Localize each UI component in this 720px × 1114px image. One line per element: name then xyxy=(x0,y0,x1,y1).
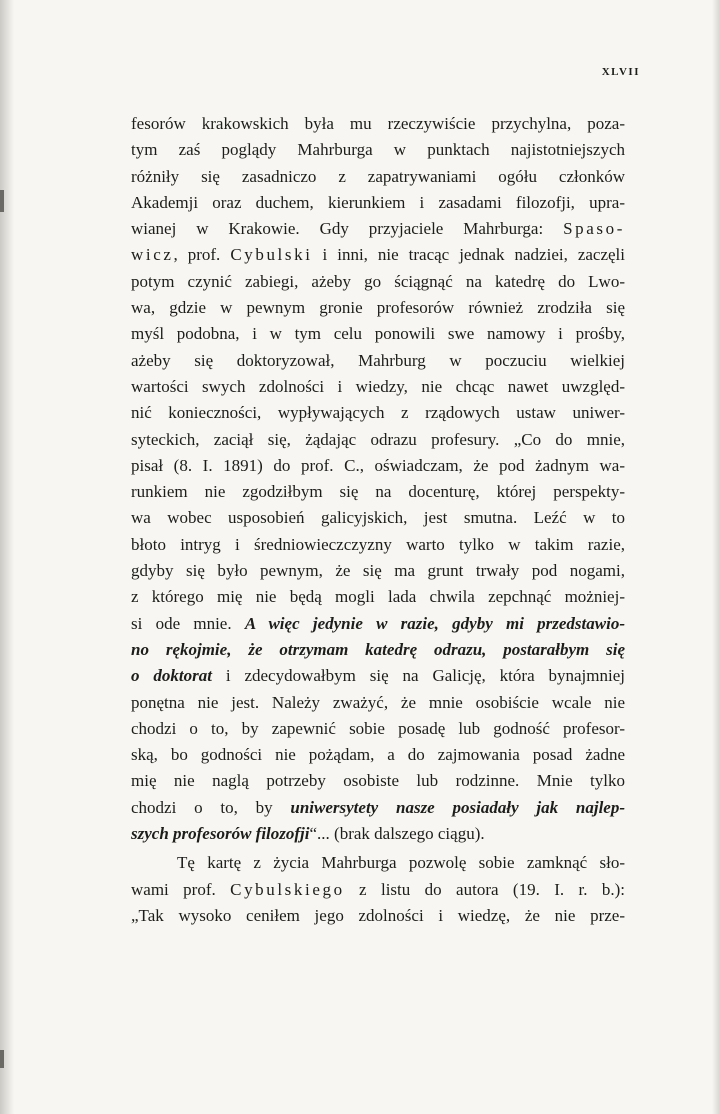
text-segment: i inni, nie tracąc jednak nadziei, zaczęli xyxy=(312,245,626,265)
text-line xyxy=(131,663,625,689)
spaced-name: Cybulskiego xyxy=(230,879,345,899)
text-line: ponętna nie jest. Należy zważyć, że mnie osobiście wcale nie xyxy=(131,692,625,712)
text-line: chodzi o to, by zapewnić sobie posadę lub godność profesor- xyxy=(131,718,625,738)
text-line: nić konieczności, wypływających z rządowych ustaw uniwer- xyxy=(131,403,625,423)
text-line: gdyby się było pewnym, że się ma grunt trwały pod nogami, xyxy=(131,561,625,581)
emphasized-quote: o doktorat xyxy=(131,666,212,686)
spaced-name: Spaso- xyxy=(563,219,625,239)
text-line: wa wobec usposobień galicyjskich, jest smutna. Leźć w to xyxy=(131,508,625,528)
text-line xyxy=(131,216,625,242)
binding-mark xyxy=(0,190,4,212)
page-edge-shadow xyxy=(0,0,14,1114)
text-line xyxy=(131,242,625,268)
text-line xyxy=(131,877,625,903)
text-line: z którego mię nie będą mogli lada chwila zepchnąć możniej- xyxy=(131,587,625,607)
text-line: wa, gdzie w pewnym gronie profesorów również zrodziła się xyxy=(131,298,625,318)
emphasized-quote: szych profesorów filozofji xyxy=(131,824,310,844)
text-line: wartości swych zdolności i wiedzy, nie chcąc nawet uwzględ- xyxy=(131,376,625,396)
text-line: Tę kartę z życia Mahrburga pozwolę sobie zamknąć sło- xyxy=(177,853,625,873)
text-segment: , prof. xyxy=(173,245,231,265)
text-line xyxy=(131,611,625,637)
text-line xyxy=(131,821,625,847)
text-line xyxy=(131,795,625,821)
text-segment: “... (brak dalszego ciągu). xyxy=(309,824,485,844)
text-line: no rękojmie, że otrzymam katedrę odrazu, postarałbym się xyxy=(131,639,625,659)
paragraph xyxy=(131,850,625,929)
text-line: Akademji oraz duchem, kierunkiem i zasadami filozofji, upra- xyxy=(131,192,625,212)
body-text xyxy=(131,111,625,929)
text-segment: wianej w Krakowie. Gdy przyjaciele Mahrburga: xyxy=(131,219,564,239)
emphasized-quote: A więc jedynie w razie, gdyby mi przedstawio- xyxy=(244,613,625,633)
spaced-name: Cybulski xyxy=(230,245,313,265)
text-line: różniły się zasadniczo z zapatrywaniami ogółu członków xyxy=(131,166,625,186)
paragraph xyxy=(131,111,625,847)
text-segment: si ode mnie. xyxy=(131,613,245,633)
text-line: błoto intryg i średniowieczczyzny warto tylko w takim razie, xyxy=(131,534,625,554)
text-segment: wami prof. xyxy=(131,879,231,899)
text-line: mię nie naglą potrzeby osobiste lub rodzinne. Mnie tylko xyxy=(131,771,625,791)
text-line: runkiem nie zgodziłbym się na docenturę, której perspekty- xyxy=(131,482,625,502)
text-segment: i zdecydowałbym się na Galicję, która bynajmniej xyxy=(211,666,625,686)
text-line: ską, bo godności nie pożądam, a do zajmowania posad żadne xyxy=(131,745,625,765)
emphasized-quote: uniwersytety nasze posiadały jak najlep- xyxy=(290,797,625,817)
page-number: XLVII xyxy=(601,66,640,78)
text-segment: z listu do autora (19. I. r. b.): xyxy=(344,879,625,899)
text-line: syteckich, zaciął się, żądając odrazu profesury. „Co do mnie, xyxy=(131,429,625,449)
text-line: myśl podobna, i w tym celu ponowili swe namowy i prośby, xyxy=(131,324,625,344)
text-line: potym czynić zabiegi, ażeby go ściągnąć na katedrę do Lwo- xyxy=(131,271,625,291)
text-line: ażeby się doktoryzował, Mahrburg w poczuciu wielkiej xyxy=(131,350,625,370)
binding-mark xyxy=(0,1050,4,1068)
text-segment: chodzi o to, by xyxy=(131,797,291,817)
spaced-name: wicz xyxy=(131,245,174,265)
text-line: pisał (8. I. 1891) do prof. C., oświadczam, że pod żadnym wa- xyxy=(131,455,625,475)
page-edge-shadow xyxy=(712,0,720,1114)
text-line: tym zaś poglądy Mahrburga w punktach najistotniejszych xyxy=(131,140,625,160)
text-line: „Tak wysoko ceniłem jego zdolności i wiedzę, że nie prze- xyxy=(131,905,625,925)
text-line: fesorów krakowskich była mu rzeczywiście przychylna, poza- xyxy=(131,114,625,133)
